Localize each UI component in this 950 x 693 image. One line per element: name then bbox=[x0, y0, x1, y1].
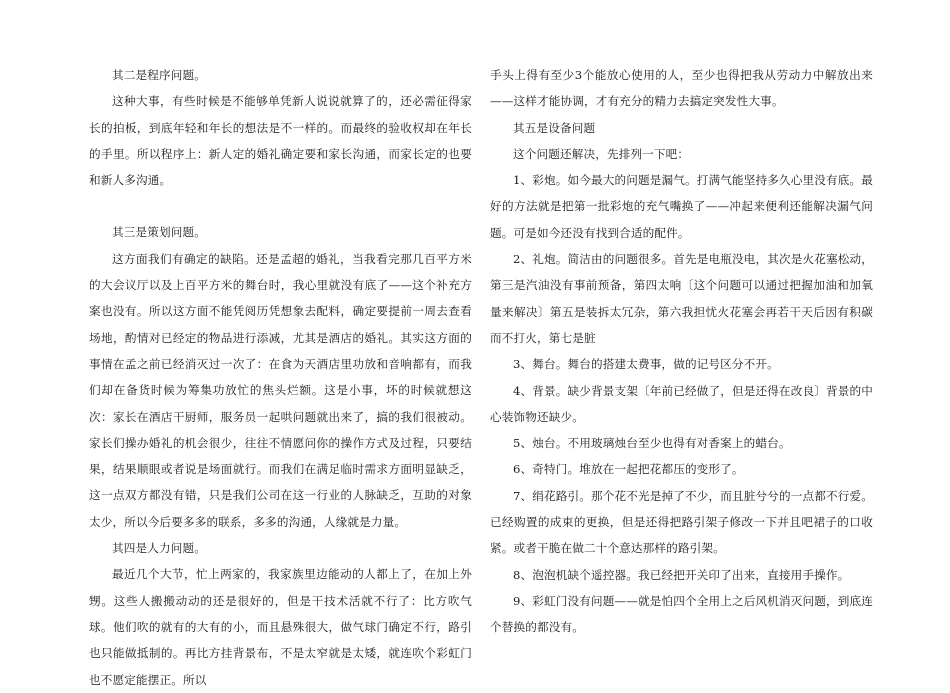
list-item-salute-cannon: 2、礼炮。简洁由的问题很多。首先是电瓶没电，其次是火花塞松动，第三是汽油没有事前预备，第四太响〔这个问题可以通过把握加油和加氧量来解决〕第五是装拆太冗杂，第六我担忧火花塞会再若干天后因有积碳而不打火，第七是脏 bbox=[490, 252, 873, 345]
paragraph-equipment-intro: 这个问题还解决，先排列一下吧： bbox=[513, 146, 690, 161]
list-item-stage: 3、舞台。舞台的搭建太费事，做的记号区分不开。 bbox=[513, 357, 779, 372]
heading-planning-issue: 其三是策划问题。 bbox=[112, 225, 206, 240]
paragraph-manpower-continued: 手头上得有至少3个能放心使用的人，至少也得把我从劳动力中解放出来——这样才能协调，才有充分的精力去搞定突发性大事。 bbox=[490, 68, 873, 109]
heading-equipment-issue: 其五是设备问题 bbox=[513, 120, 596, 135]
paragraph-manpower: 最近几个大节，忙上两家的，我家族里边能动的人都上了，在加上外甥。这些人搬搬动动的还是很好的，但是干技术活就不行了：比方吹气球。他们吹的就有的大有的小，而且悬殊很大，做气球门确定不行，路引也只能做抵制的。再比方挂背景布，不是太窄就是太矮，就连吹个彩虹门也不愿定能摆正。所以 bbox=[89, 567, 472, 687]
list-item-special-gate: 6、奇特门。堆放在一起把花都压的变形了。 bbox=[513, 462, 744, 477]
right-column bbox=[490, 62, 873, 641]
list-item-backdrop: 4、背景。缺少背景支架〔年前已经做了，但是还得在改良〕背景的中心装饰物还缺少。 bbox=[490, 383, 873, 424]
list-item-silk-flower-guide: 7、绢花路引。那个花不光是掉了不少，而且脏兮兮的一点都不行爱。已经购置的成束的更换，但是还得把路引架子修改一下并且吧裙子的口收紧。或者干脆在做二十个意达那样的路引架。 bbox=[490, 488, 873, 556]
list-item-rainbow-gate: 9、彩虹门没有问题——就是怕四个全用上之后风机消灭问题，到底连个替换的都没有。 bbox=[490, 593, 873, 635]
list-item-candle-holder: 5、烛台。不用玻璃烛台至少也得有对香案上的蜡台。 bbox=[513, 436, 791, 451]
paragraph-planning: 这方面我们有确定的缺陷。还是孟超的婚礼，当我看完那几百平方米的大会议厅以及上百平方米的舞台时，我心里就没有底了——这个补充方案也没有。所以这方面不能凭阅历凭想象去配料，确定要提前一周去查看场地，酌情对已经定的物品进行添减，尤其是酒店的婚礼。其实这方面的事情在孟之前已经消灭过一次了：在食为天酒店里功放和音响都有，而我们却在备货时候为筹集功放忙的焦头烂额。这是小事，坏的时候就想这次：家长在酒店干厨师，服务员一起哄问题就出来了，搞的我们很被动。家长们操办婚礼的机会很少，往往不情愿问你的操作方式及过程，只要结果，结果顺眼或者说是场面就行。而我们在满足临时需求方面明显缺乏，这一点双方都没有错，只是我们公司在这一行业的人脉缺乏，互助的对象太少，所以今后要多多的联系，多多的沟通，人缘就是力量。 bbox=[89, 251, 472, 529]
list-item-color-cannon: 1、彩炮。如今最大的问题是漏气。打满气能坚持多久心里没有底。最好的方法就是把第一批彩炮的充气嘴换了——冲起来便利还能解决漏气问题。可是如今还没有找到合适的配件。 bbox=[490, 173, 873, 240]
heading-manpower-issue: 其四是人力问题。 bbox=[112, 541, 206, 556]
list-item-bubble-machine: 8、泡泡机缺个遥控器。我已经把开关印了出来，直接用手操作。 bbox=[513, 567, 850, 582]
left-column bbox=[89, 62, 472, 693]
paragraph-gap bbox=[89, 193, 472, 219]
heading-procedure-issue: 其二是程序问题。 bbox=[112, 68, 206, 82]
paragraph-procedure: 这种大事，有些时候是不能够单凭新人说说就算了的，还必需征得家长的拍板，到底年轻和年长的想法是不一样的。而最终的验收权却在年长的手里。所以程序上：新人定的婚礼确定要和家长沟通，而家长定的也要和新人多沟通。 bbox=[89, 94, 472, 188]
